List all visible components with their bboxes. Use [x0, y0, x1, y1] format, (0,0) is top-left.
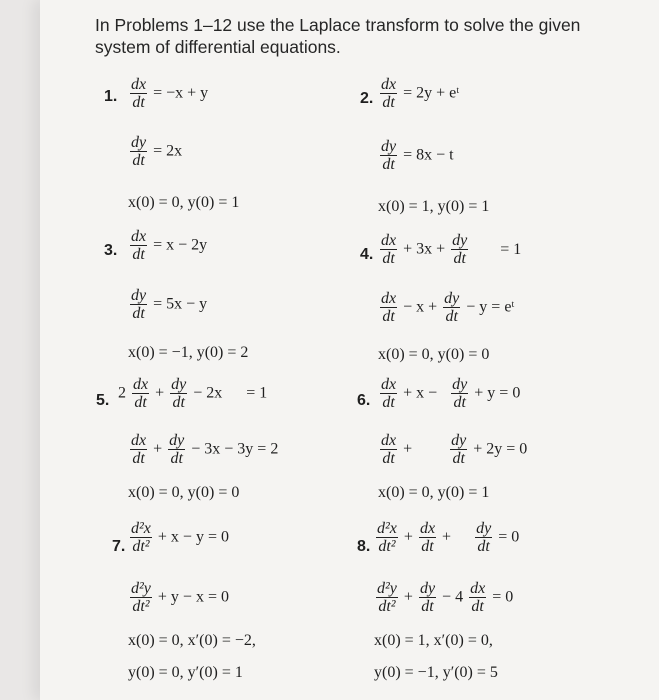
- equation: $\frac{dx}{dt}$ + $\frac{dy}{dt}$ + 2y = 0: [381, 432, 528, 467]
- equation: $\frac{dx}{dt}$ = −x + y: [131, 76, 209, 111]
- problem-number: 5.: [96, 392, 110, 409]
- initial-conditions: y(0) = 0, y′(0) = 1: [128, 664, 243, 681]
- equation: $\frac{dx}{dt}$ + x − $\frac{dy}{dt}$ + y = 0: [381, 376, 521, 411]
- problem-instructions: In Problems 1–12 use the Laplace transform to solve the given system of differential equations.: [95, 15, 581, 57]
- equation: $\frac{\text{d²y}}{\text{dt²}}$ + y − x = 0: [131, 580, 229, 615]
- problem-number: 2.: [360, 90, 374, 107]
- equation: $\frac{dx}{dt}$ = x − 2y: [131, 228, 208, 263]
- initial-conditions: x(0) = 0, y(0) = 0: [128, 484, 240, 501]
- problem-number: 7.: [112, 538, 126, 555]
- initial-conditions: y(0) = −1, y′(0) = 5: [374, 664, 498, 681]
- equation: $\frac{dy}{dt}$ = 5x − y: [131, 287, 208, 322]
- equation: $\frac{dy}{dt}$ = 2x: [131, 134, 183, 169]
- equation: $\frac{dy}{dt}$ = 8x − t: [381, 138, 454, 173]
- equation: $\frac{dx}{dt}$ − x + $\frac{dy}{dt}$ − y = eᵗ: [381, 290, 515, 325]
- initial-conditions: x(0) = 0, x′(0) = −2,: [128, 632, 256, 649]
- equation: $\frac{\text{d²x}}{\text{dt²}}$ + x − y = 0: [131, 520, 229, 555]
- initial-conditions: x(0) = 1, y(0) = 1: [378, 198, 490, 215]
- equation: $\frac{dx}{dt}$ + 3x + $\frac{dy}{dt}$ = 1: [381, 232, 522, 267]
- equation: $\frac{dx}{dt}$ = 2y + eᵗ: [381, 76, 460, 111]
- initial-conditions: x(0) = 0, y(0) = 1: [378, 484, 490, 501]
- equation: 2 $\frac{dx}{dt}$ + $\frac{dy}{dt}$ − 2x = 1: [118, 376, 268, 411]
- problem-number: 6.: [357, 392, 371, 409]
- problem-number: 4.: [360, 246, 374, 263]
- equation: $\frac{\text{d²x}}{\text{dt²}}$ + $\frac{dx}{dt}$ + $\frac{dy}{dt}$ = 0: [377, 520, 520, 555]
- problem-number: 3.: [104, 242, 118, 259]
- initial-conditions: x(0) = 1, x′(0) = 0,: [374, 632, 493, 649]
- equation: $\frac{\text{d²y}}{\text{dt²}}$ + $\frac{dy}{dt}$ − 4 $\frac{dx}{dt}$ = 0: [377, 580, 514, 615]
- initial-conditions: x(0) = 0, y(0) = 0: [378, 346, 490, 363]
- equation: $\frac{dx}{dt}$ + $\frac{dy}{dt}$ − 3x − 3y = 2: [131, 432, 279, 467]
- problem-number: 8.: [357, 538, 371, 555]
- initial-conditions: x(0) = 0, y(0) = 1: [128, 194, 240, 211]
- problem-number: 1.: [104, 88, 118, 105]
- initial-conditions: x(0) = −1, y(0) = 2: [128, 344, 249, 361]
